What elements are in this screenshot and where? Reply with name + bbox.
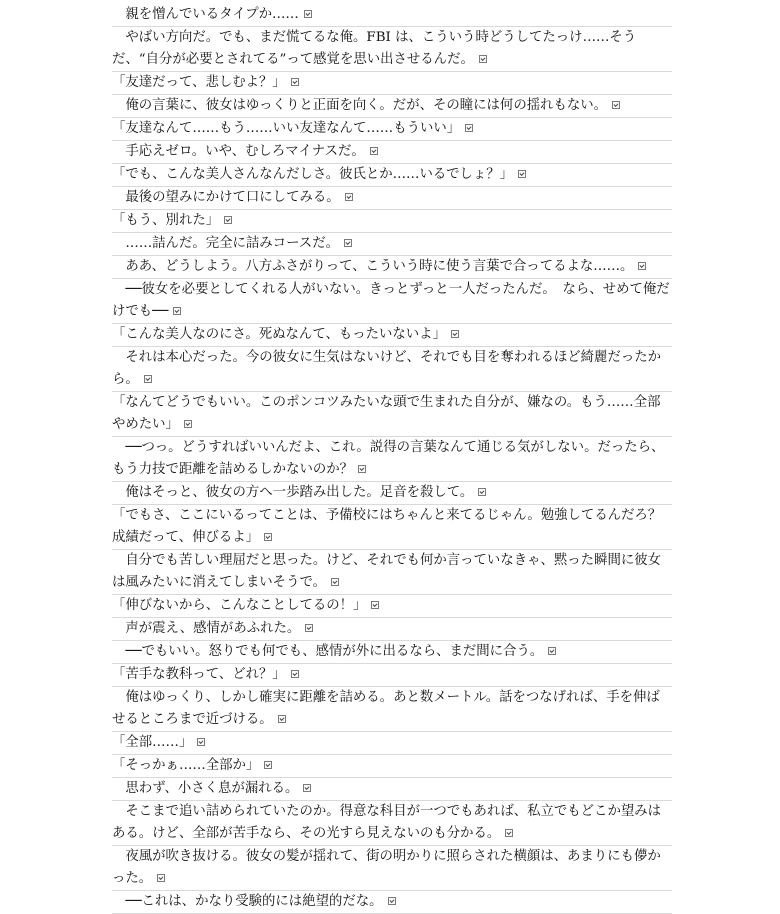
paragraph-mark-icon — [478, 488, 486, 496]
paragraph: ……詰んだ。完全に詰みコースだ。 — [112, 233, 672, 256]
paragraph: ──つっ。どうすればいいんだよ、これ。説得の言葉なんて通じる気がしない。だったら、もう力技で距離を詰めるしかないのか？ — [112, 437, 672, 482]
paragraph-mark-icon — [612, 101, 620, 109]
paragraph: 親を憎んでいるタイプか…… — [112, 4, 672, 27]
paragraph-mark-icon — [291, 670, 299, 678]
paragraph-mark-icon — [638, 262, 646, 270]
paragraph-mark-icon — [173, 307, 181, 315]
paragraph: 「友達なんて……もう……いい友達なんて……もういい」 — [112, 118, 672, 141]
paragraph-mark-icon — [305, 624, 313, 632]
paragraph-mark-icon — [264, 761, 272, 769]
paragraph-mark-icon — [303, 784, 311, 792]
document-body — [112, 4, 675, 914]
paragraph: 「伸びないから、こんなことしてるの！」 — [112, 595, 672, 618]
paragraph: 「友達だって、悲しむよ？」 — [112, 72, 672, 95]
paragraph: 「もう、別れた」 — [112, 210, 672, 233]
paragraph: 「でも、こんな美人さんなんだしさ。彼氏とか……いるでしょ？」 — [112, 164, 672, 187]
paragraph: ──これは、かなり受験的には絶望的だな。 — [112, 891, 672, 914]
paragraph: やばい方向だ。でも、まだ慌てるな俺。FBI は、こういう時どうしてたっけ……そうだ、“自分が必要とされてる”って感覚を思い出させるんだ。 — [112, 27, 672, 72]
paragraph-mark-icon — [548, 647, 556, 655]
paragraph-mark-icon — [518, 170, 526, 178]
paragraph: 俺はゆっくり、しかし確実に距離を詰める。あと数メートル。話をつなげれば、手を伸ばせるところまで近づける。 — [112, 687, 672, 732]
paragraph-mark-icon — [278, 715, 286, 723]
paragraph-mark-icon — [358, 465, 366, 473]
paragraph: ──彼女を必要としてくれる人がいない。きっとずっと一人だったんだ。 なら、せめて俺だけでも── — [112, 279, 672, 324]
paragraph: 「でもさ、ここにいるってことは、予備校にはちゃんと来てるじゃん。勉強してるんだろ？ 成績だって、伸びるよ」 — [112, 505, 672, 550]
paragraph-mark-icon — [197, 738, 205, 746]
paragraph-mark-icon — [370, 147, 378, 155]
paragraph: それは本心だった。今の彼女に生気はないけど、それでも目を奪われるほど綺麗だったから。 — [112, 347, 672, 392]
paragraph-mark-icon — [371, 601, 379, 609]
paragraph: 「なんてどうでもいい。このポンコツみたいな頭で生まれた自分が、嫌なの。もう……全部やめたい」 — [112, 392, 672, 437]
paragraph-mark-icon — [345, 193, 353, 201]
paragraph: 「全部……」 — [112, 732, 672, 755]
paragraph: 声が震え、感情があふれた。 — [112, 618, 672, 641]
paragraph: 手応えゼロ。いや、むしろマイナスだ。 — [112, 141, 672, 164]
paragraph-mark-icon — [144, 375, 152, 383]
paragraph-mark-icon — [344, 239, 352, 247]
paragraph-mark-icon — [479, 55, 487, 63]
paragraph-mark-icon — [465, 124, 473, 132]
paragraph: 夜風が吹き抜ける。彼女の髪が揺れて、街の明かりに照らされた横顔は、あまりにも儚かった。 — [112, 846, 672, 891]
paragraph: 「苦手な教科って、どれ？」 — [112, 664, 672, 687]
paragraph: 「そっかぁ……全部か」 — [112, 755, 672, 778]
paragraph-mark-icon — [331, 578, 339, 586]
paragraph-mark-icon — [291, 78, 299, 86]
paragraph: 俺の言葉に、彼女はゆっくりと正面を向く。だが、その瞳には何の揺れもない。 — [112, 95, 672, 118]
paragraph: 「こんな美人なのにさ。死ぬなんて、もったいないよ」 — [112, 324, 672, 347]
paragraph-mark-icon — [388, 897, 396, 905]
paragraph: 最後の望みにかけて口にしてみる。 — [112, 187, 672, 210]
paragraph-mark-icon — [505, 829, 513, 837]
paragraph-mark-icon — [224, 216, 232, 224]
paragraph: そこまで追い詰められていたのか。得意な科目が一つでもあれば、私立でもどこか望みはある。けど、全部が苦手なら、その光すら見えないのも分かる。 — [112, 801, 672, 846]
paragraph-mark-icon — [157, 874, 165, 882]
paragraph: 俺はそっと、彼女の方へ一歩踏み出した。足音を殺して。 — [112, 482, 672, 505]
paragraph: ああ、どうしよう。八方ふさがりって、こういう時に使う言葉で合ってるよな……。 — [112, 256, 672, 279]
paragraph-mark-icon — [304, 10, 312, 18]
paragraph: 思わず、小さく息が漏れる。 — [112, 778, 672, 801]
paragraph-mark-icon — [451, 330, 459, 338]
paragraph: 自分でも苦しい理屈だと思った。けど、それでも何か言っていなきゃ、黙った瞬間に彼女は風みたいに消えてしまいそうで。 — [112, 550, 672, 595]
paragraph: ──でもいい。怒りでも何でも、感情が外に出るなら、まだ間に合う。 — [112, 641, 672, 664]
paragraph-mark-icon — [184, 420, 192, 428]
paragraph-mark-icon — [264, 533, 272, 541]
